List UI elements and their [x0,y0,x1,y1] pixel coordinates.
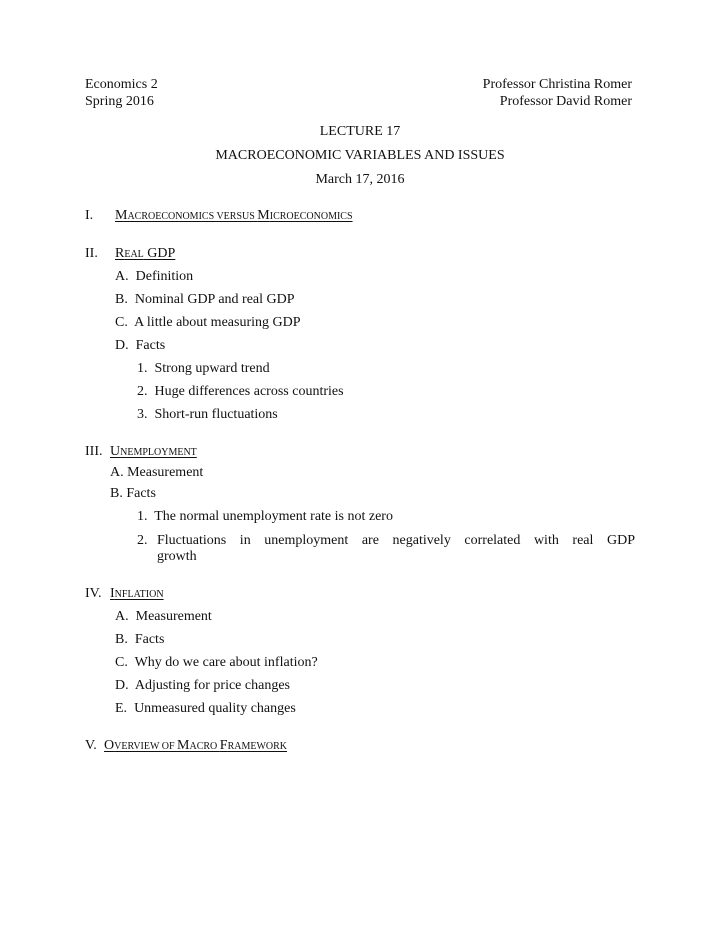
list-item: C. Why do we care about inflation? [115,655,318,670]
professor-2: Professor David Romer [499,94,632,109]
list-item: D. Adjusting for price changes [115,678,290,693]
sub-list-item-label: 2. [137,533,148,548]
sub-list-item: 3. Short-run fluctuations [137,407,278,422]
term: Spring 2016 [85,94,154,109]
sub-list-item: 2. Huge differences across countries [137,384,344,399]
section-2-heading: REAL GDP [115,246,176,261]
section-3-heading: UNEMPLOYMENT [110,444,197,459]
list-item: E. Unmeasured quality changes [115,701,296,716]
lecture-date: March 17, 2016 [315,172,405,187]
section-2-number: II. [85,246,98,261]
section-1-heading: MACROECONOMICS VERSUS MICROECONOMICS [115,208,353,223]
section-4-heading: INFLATION [110,586,164,601]
list-item: B. Facts [115,632,165,647]
section-5-number: V. [85,738,97,753]
list-item: C. A little about measuring GDP [115,315,301,330]
professor-1: Professor Christina Romer [482,77,632,92]
list-item: D. Facts [115,338,166,353]
list-item: B. Nominal GDP and real GDP [115,292,295,307]
sub-list-item: 1. Strong upward trend [137,361,270,376]
list-item: A. Measurement [115,609,212,624]
sub-list-item-text: Fluctuations in unemployment are negatively correlated with real GDP [157,533,635,548]
section-5-heading: OVERVIEW OF MACRO FRAMEWORK [104,738,288,753]
sub-list-item: 1. The normal unemployment rate is not zero [137,509,393,524]
list-item: A. Definition [115,269,194,284]
list-item: B. Facts [110,486,156,501]
lecture-topic: MACROECONOMIC VARIABLES AND ISSUES [215,148,505,163]
section-3-number: III. [85,444,103,459]
lecture-number: LECTURE 17 [319,124,401,139]
section-1-number: I. [85,208,94,223]
list-item: A. Measurement [110,465,204,480]
sub-list-item-continuation: growth [157,549,197,564]
section-4-number: IV. [85,586,102,601]
course-name: Economics 2 [85,77,158,92]
